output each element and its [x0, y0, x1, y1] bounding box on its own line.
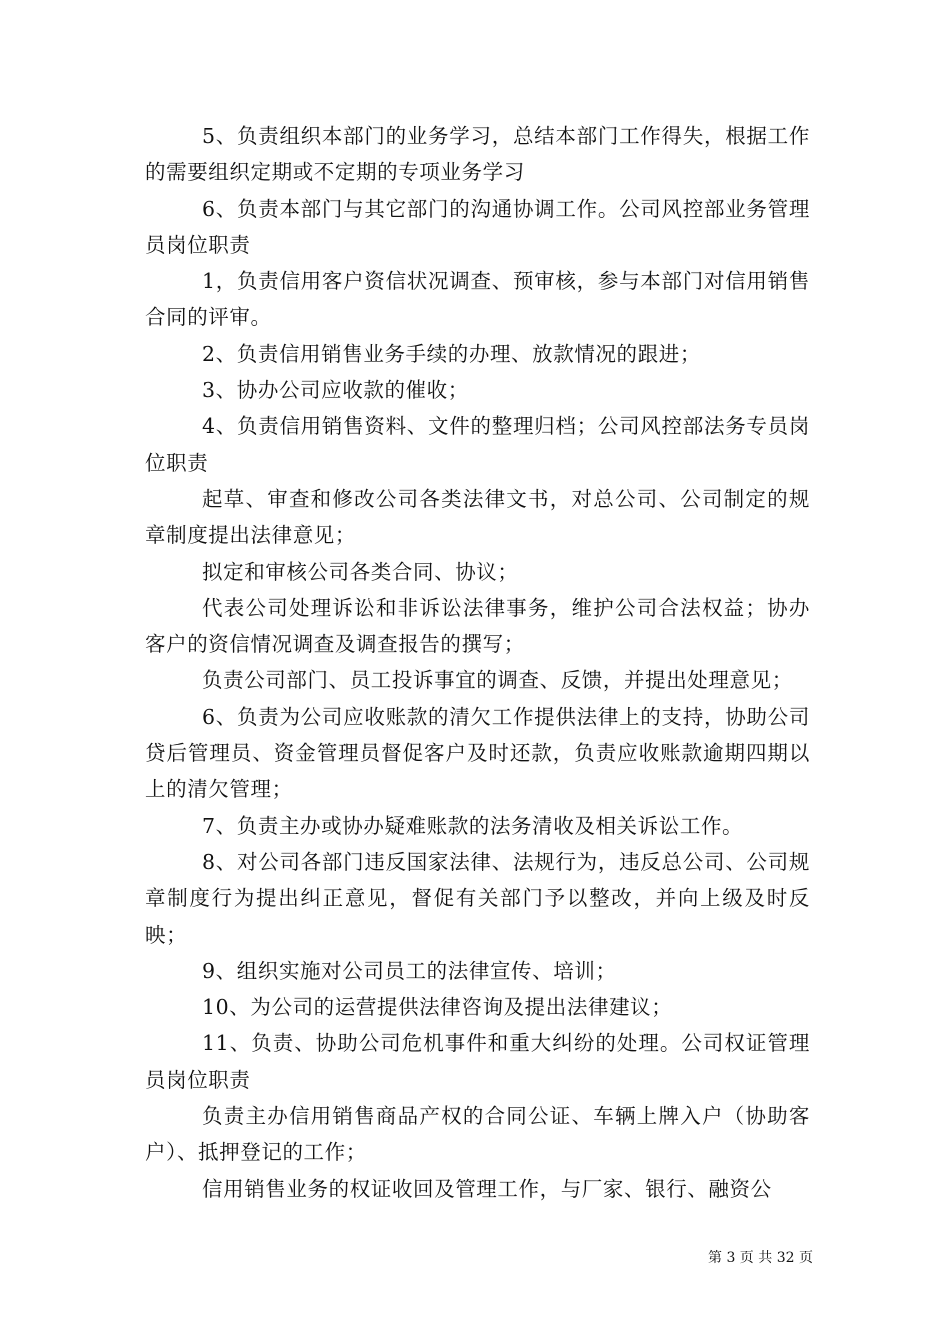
paragraph: 代表公司处理诉讼和非诉讼法律事务，维护公司合法权益；协办客户的资信情况调查及调查报告的撰写； [145, 595, 810, 657]
paragraph: 负责公司部门、员工投诉事宜的调查、反馈，并提出处理意见； [202, 668, 793, 693]
page-number-label: 第 3 页 共 32 页 [708, 1250, 813, 1266]
paragraph: 4、负责信用销售资料、文件的整理归档；公司风控部法务专员岗位职责 [145, 414, 810, 475]
document-body [145, 118, 810, 1207]
page-footer [708, 1249, 813, 1267]
paragraph: 5、负责组织本部门的业务学习，总结本部门工作得失，根据工作的需要组织定期或不定期的专项业务学习 [145, 124, 810, 185]
paragraph: 9、组织实施对公司员工的法律宣传、培训； [202, 958, 617, 983]
paragraph: 10、为公司的运营提供法律咨询及提出法律建议； [202, 995, 673, 1020]
paragraph: 6、负责为公司应收账款的清欠工作提供法律上的支持，协助公司贷后管理员、资金管理员督促客户及时还款，负责应收账款逾期四期以上的清欠管理； [145, 704, 810, 802]
paragraph: 6、负责本部门与其它部门的沟通协调工作。公司风控部业务管理员岗位职责 [145, 196, 810, 257]
paragraph: 负责主办信用销售商品产权的合同公证、车辆上牌入户（协助客户）、抵押登记的工作； [145, 1104, 810, 1165]
paragraph: 信用销售业务的权证收回及管理工作，与厂家、银行、融资公 [202, 1176, 772, 1201]
paragraph: 8、对公司各部门违反国家法律、法规行为，违反总公司、公司规章制度行为提出纠正意见，督促有关部门予以整改，并向上级及时反映； [145, 849, 810, 947]
paragraph: 11、负责、协助公司危机事件和重大纠纷的处理。公司权证管理员岗位职责 [145, 1031, 810, 1092]
paragraph: 2、负责信用销售业务手续的办理、放款情况的跟进； [202, 341, 701, 366]
paragraph: 7、负责主办或协办疑难账款的法务清收及相关诉讼工作。 [202, 813, 744, 838]
paragraph: 3、协办公司应收款的催收； [202, 378, 469, 403]
paragraph: 拟定和审核公司各类合同、协议； [202, 559, 519, 584]
paragraph: 起草、审查和修改公司各类法律文书，对总公司、公司制定的规章制度提出法律意见； [145, 486, 810, 548]
paragraph: 1，负责信用客户资信状况调查、预审核，参与本部门对信用销售合同的评审。 [145, 269, 810, 330]
